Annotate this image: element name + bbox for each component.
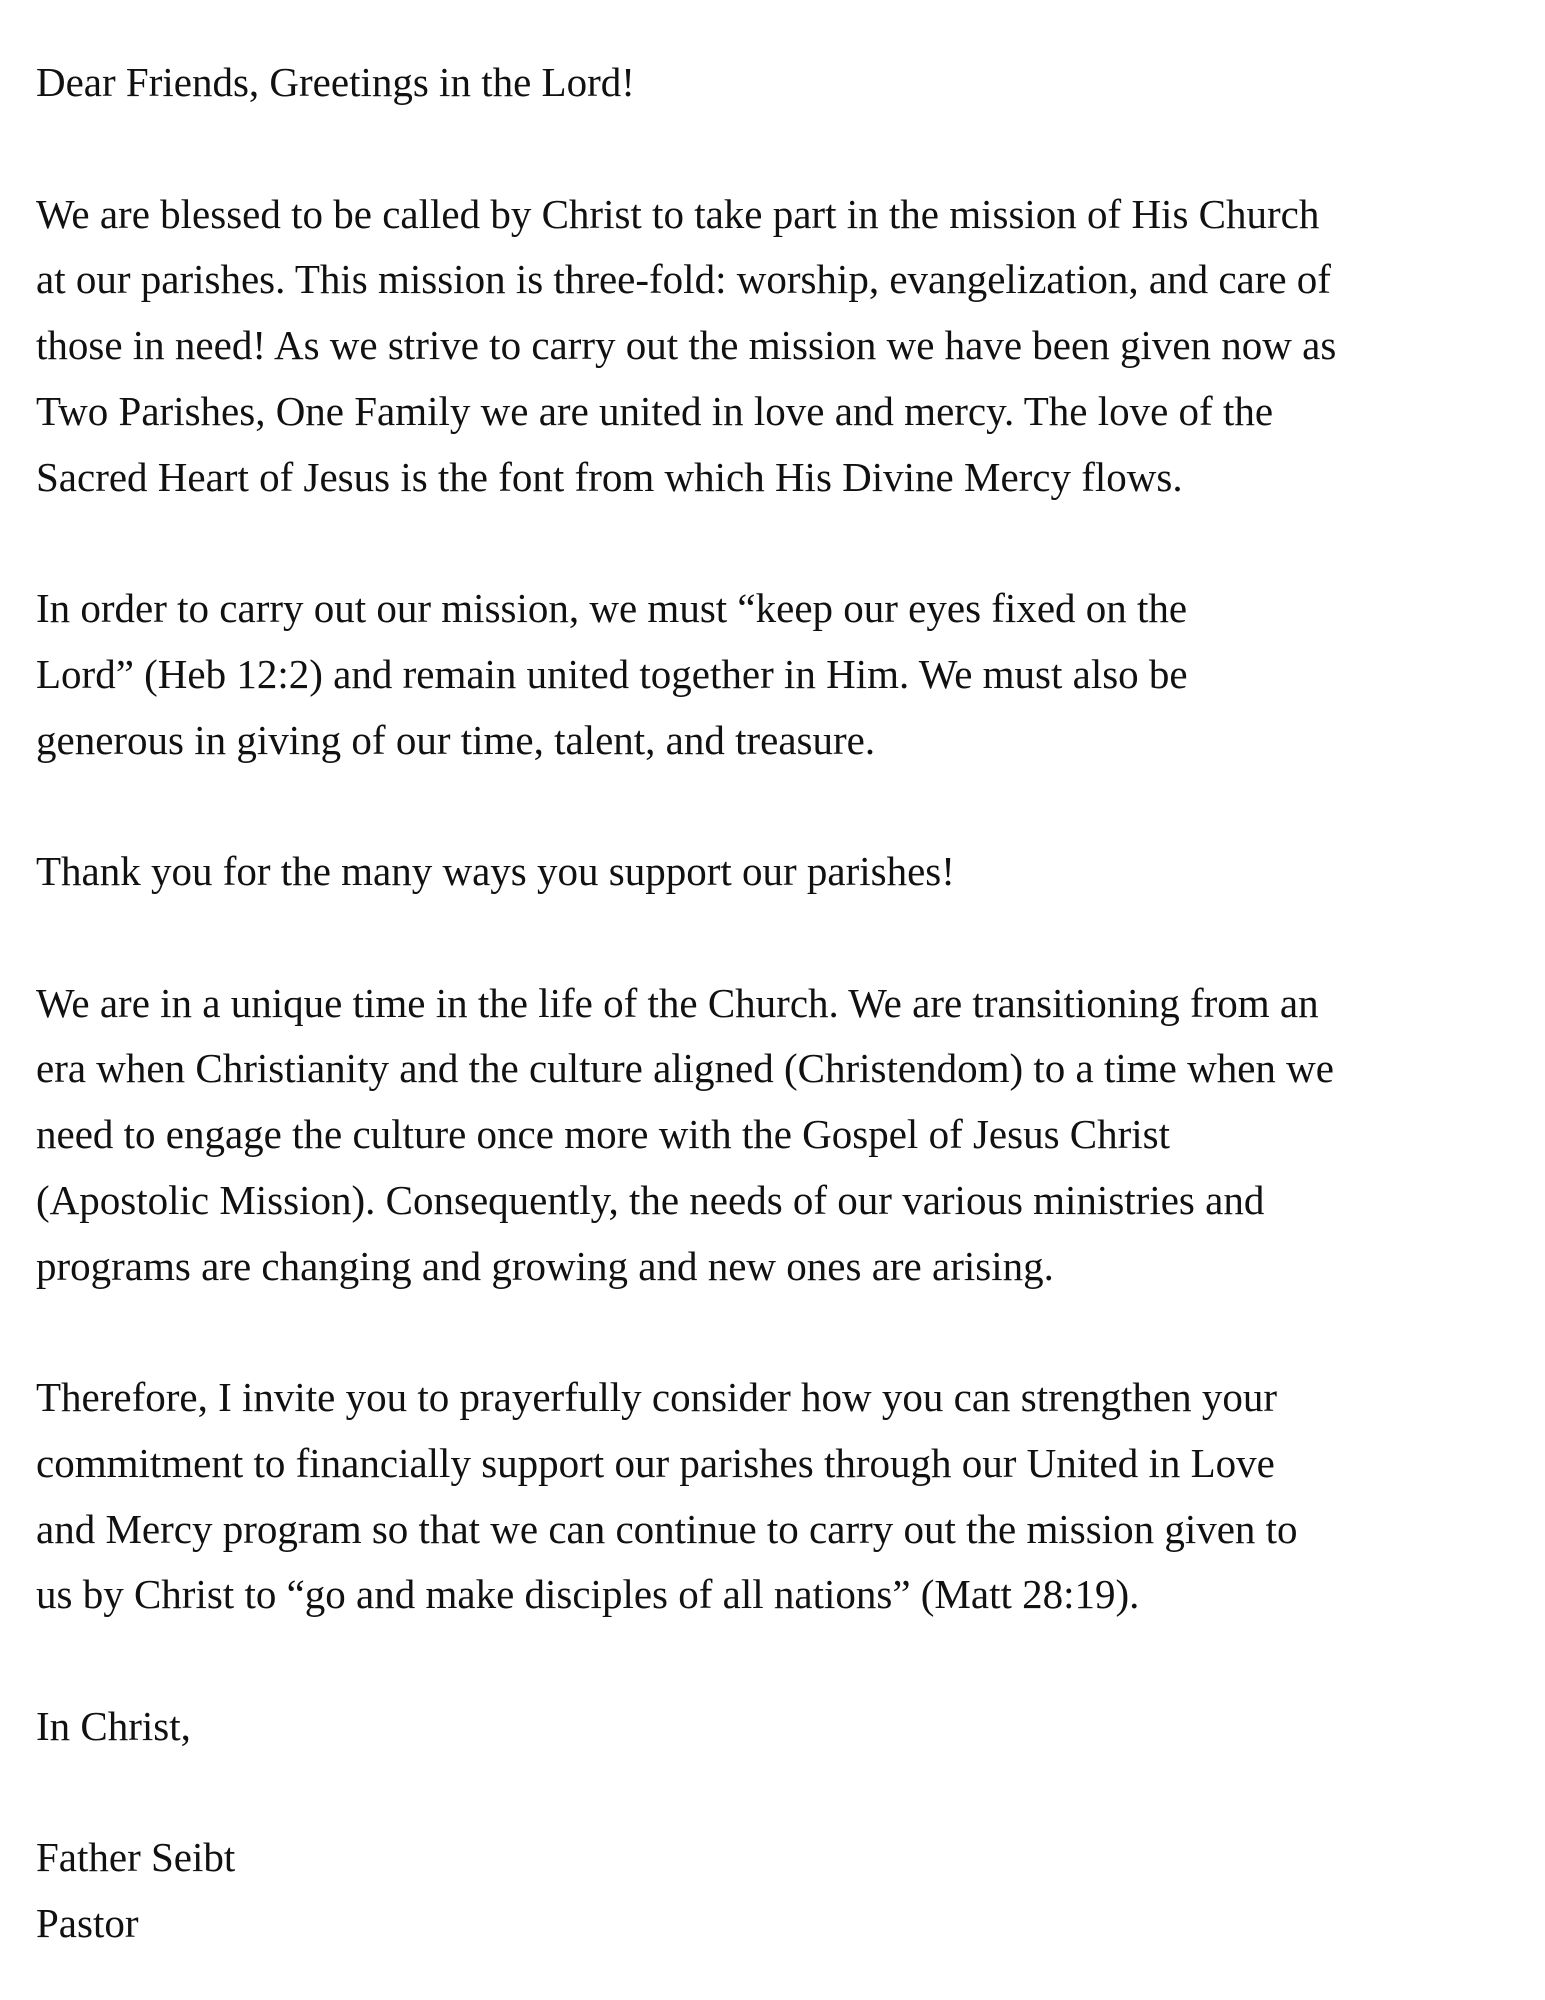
text-line: era when Christianity and the culture aligned (Christendom) to a time when we: [36, 1045, 1334, 1092]
text-line: programs are changing and growing and new ones are arising.: [36, 1242, 1054, 1289]
text-line: In order to carry out our mission, we must “keep our eyes fixed on the: [36, 585, 1188, 631]
text-line: those in need! As we strive to carry out the mission we have been given now as: [36, 322, 1337, 368]
closing: In Christ,: [36, 1702, 191, 1749]
text-line: need to engage the culture once more with the Gospel of Jesus Christ: [36, 1111, 1171, 1157]
text-line: commitment to financially support our parishes through our United in Love: [36, 1439, 1275, 1486]
text-line: We are blessed to be called by Christ to take part in the mission of His Church: [36, 190, 1320, 237]
text-line: at our parishes. This mission is three-fold: worship, evangelization, and care of: [36, 256, 1331, 303]
text-line: Two Parishes, One Family we are united in love and mercy. The love of the: [36, 387, 1274, 434]
greeting: Dear Friends, Greetings in the Lord!: [36, 59, 635, 105]
paragraph-invitation: [36, 1365, 1336, 1628]
text-line: Lord” (Heb 12:2) and remain united together in Him. We must also be: [36, 650, 1188, 697]
paragraph-thanks: [36, 839, 1336, 905]
letter: [36, 50, 1336, 1957]
text-line: (Apostolic Mission). Consequently, the needs of our various ministries and: [36, 1176, 1265, 1223]
text-line: Sacred Heart of Jesus is the font from which His Divine Mercy flows.: [36, 453, 1183, 500]
signature-name: Father Seibt: [36, 1834, 236, 1881]
text-line: us by Christ to “go and make disciples of all nations” (Matt 28:19).: [36, 1571, 1140, 1618]
text-line: and Mercy program so that we can continue to carry out the mission given to: [36, 1505, 1298, 1552]
text-line: Thank you for the many ways you support our parishes!: [36, 848, 955, 894]
paragraph-unique-time: [36, 971, 1336, 1300]
signature-title: Pastor: [36, 1900, 139, 1946]
text-line: We are in a unique time in the life of the Church. We are transitioning from an: [36, 979, 1319, 1026]
text-line: Therefore, I invite you to prayerfully consider how you can strengthen your: [36, 1374, 1277, 1420]
paragraph-mission: [36, 182, 1336, 511]
paragraph-eyes-fixed: [36, 576, 1336, 773]
text-line: generous in giving of our time, talent, and treasure.: [36, 716, 876, 763]
